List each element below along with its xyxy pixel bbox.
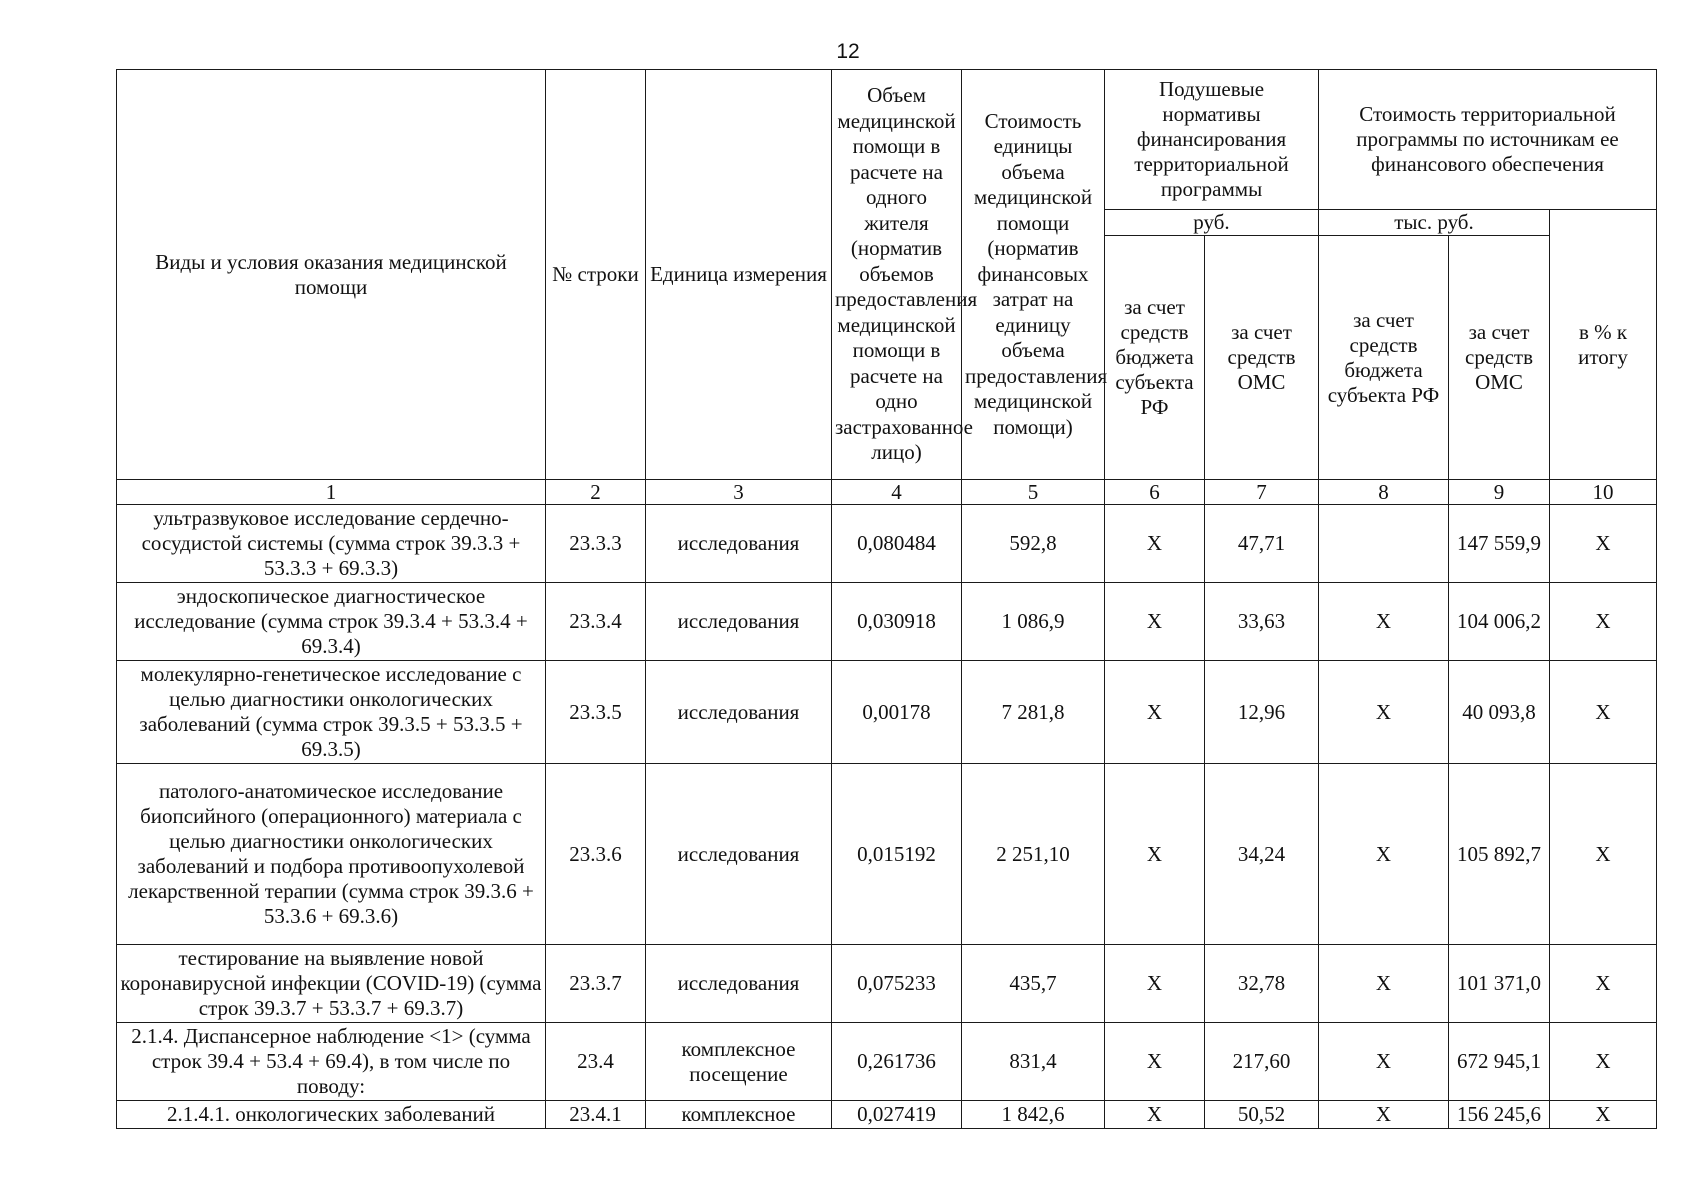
column-number: 1	[117, 480, 546, 505]
row-oms-cost: 147 559,9	[1449, 505, 1550, 583]
row-budget-percapita: Х	[1105, 1023, 1205, 1101]
header-row-1	[117, 70, 1657, 210]
row-percent-total: Х	[1550, 661, 1657, 764]
row-unit-cost: 435,7	[962, 945, 1105, 1023]
row-line-number: 23.4	[546, 1023, 646, 1101]
row-percent-total: Х	[1550, 764, 1657, 945]
header-budget-percapita: за счет средств бюджета субъекта РФ	[1105, 236, 1205, 480]
row-percent-total: Х	[1550, 1023, 1657, 1101]
table-row	[117, 945, 1657, 1023]
row-percent-total: Х	[1550, 583, 1657, 661]
row-line-number: 23.4.1	[546, 1101, 646, 1129]
column-number: 4	[832, 480, 962, 505]
row-unit-cost: 2 251,10	[962, 764, 1105, 945]
row-oms-cost: 156 245,6	[1449, 1101, 1550, 1129]
row-volume: 0,00178	[832, 661, 962, 764]
column-numbers-row	[117, 480, 1657, 505]
header-unit-rub: руб.	[1105, 210, 1319, 236]
column-number: 5	[962, 480, 1105, 505]
financing-table	[116, 69, 1657, 1129]
row-oms-percapita: 217,60	[1205, 1023, 1319, 1101]
column-number: 2	[546, 480, 646, 505]
row-budget-cost	[1319, 505, 1449, 583]
row-line-number: 23.3.7	[546, 945, 646, 1023]
table-row	[117, 764, 1657, 945]
row-unit: исследования	[646, 945, 832, 1023]
header-line-number: № строки	[546, 70, 646, 480]
row-budget-percapita: Х	[1105, 583, 1205, 661]
row-budget-cost: Х	[1319, 945, 1449, 1023]
row-line-number: 23.3.6	[546, 764, 646, 945]
row-budget-cost: Х	[1319, 583, 1449, 661]
row-budget-percapita: Х	[1105, 1101, 1205, 1129]
row-unit: комплексное посещение	[646, 1023, 832, 1101]
header-oms-percapita: за счет средств ОМС	[1205, 236, 1319, 480]
header-percent-total: в % к итогу	[1550, 210, 1657, 480]
row-unit: исследования	[646, 661, 832, 764]
row-line-number: 23.3.4	[546, 583, 646, 661]
column-number: 8	[1319, 480, 1449, 505]
row-budget-cost: Х	[1319, 764, 1449, 945]
row-volume: 0,080484	[832, 505, 962, 583]
header-kinds: Виды и условия оказания медицинской помощи	[117, 70, 546, 480]
header-budget-cost: за счет средств бюджета субъекта РФ	[1319, 236, 1449, 480]
header-volume: Объем медицинской помощи в расчете на одного жителя (норматив объемов предоставления медицинской помощи в расчете на одно застрахованное лицо)	[832, 70, 962, 480]
row-oms-percapita: 12,96	[1205, 661, 1319, 764]
row-line-number: 23.3.3	[546, 505, 646, 583]
row-name: патолого-анатомическое исследование биопсийного (операционного) материала с целью диагностики онкологических заболеваний и подбора противоопухолевой лекарственной терапии (сумма строк 39.3.6 + 53.3.6 + 69.3.6)	[117, 764, 546, 945]
page-number: 12	[836, 40, 860, 63]
row-unit-cost: 1 086,9	[962, 583, 1105, 661]
table-row	[117, 583, 1657, 661]
row-oms-percapita: 50,52	[1205, 1101, 1319, 1129]
table-row	[117, 661, 1657, 764]
row-budget-cost: Х	[1319, 1101, 1449, 1129]
row-unit-cost: 831,4	[962, 1023, 1105, 1101]
column-number: 6	[1105, 480, 1205, 505]
row-name: ультразвуковое исследование сердечно-сосудистой системы (сумма строк 39.3.3 + 53.3.3 + 69.3.3)	[117, 505, 546, 583]
header-oms-cost: за счет средств ОМС	[1449, 236, 1550, 480]
column-number: 9	[1449, 480, 1550, 505]
row-percent-total: Х	[1550, 945, 1657, 1023]
header-unit-thousand-rub: тыс. руб.	[1319, 210, 1550, 236]
header-unit-cost: Стоимость единицы объема медицинской помощи (норматив финансовых затрат на единицу объема предоставления медицинской помощи)	[962, 70, 1105, 480]
row-unit: исследования	[646, 505, 832, 583]
row-oms-percapita: 33,63	[1205, 583, 1319, 661]
table-row	[117, 505, 1657, 583]
row-line-number: 23.3.5	[546, 661, 646, 764]
row-oms-cost: 104 006,2	[1449, 583, 1550, 661]
row-oms-cost: 40 093,8	[1449, 661, 1550, 764]
row-budget-percapita: Х	[1105, 661, 1205, 764]
row-unit: комплексное	[646, 1101, 832, 1129]
row-unit-cost: 7 281,8	[962, 661, 1105, 764]
row-volume: 0,030918	[832, 583, 962, 661]
column-number: 3	[646, 480, 832, 505]
row-unit-cost: 1 842,6	[962, 1101, 1105, 1129]
column-number: 10	[1550, 480, 1657, 505]
row-name: 2.1.4.1. онкологических заболеваний	[117, 1101, 546, 1129]
row-budget-cost: Х	[1319, 661, 1449, 764]
row-budget-percapita: Х	[1105, 945, 1205, 1023]
row-unit: исследования	[646, 583, 832, 661]
row-name: молекулярно-генетическое исследование с целью диагностики онкологических заболеваний (сумма строк 39.3.5 + 53.3.5 + 69.3.5)	[117, 661, 546, 764]
row-volume: 0,015192	[832, 764, 962, 945]
column-number: 7	[1205, 480, 1319, 505]
row-unit-cost: 592,8	[962, 505, 1105, 583]
row-unit: исследования	[646, 764, 832, 945]
table-row	[117, 1101, 1657, 1129]
row-name: эндоскопическое диагностическое исследование (сумма строк 39.3.4 + 53.3.4 + 69.3.4)	[117, 583, 546, 661]
row-percent-total: Х	[1550, 1101, 1657, 1129]
table-row	[117, 1023, 1657, 1101]
row-budget-cost: Х	[1319, 1023, 1449, 1101]
header-cost-group: Стоимость территориальной программы по источникам ее финансового обеспечения	[1319, 70, 1657, 210]
row-oms-percapita: 34,24	[1205, 764, 1319, 945]
row-budget-percapita: Х	[1105, 505, 1205, 583]
row-oms-percapita: 47,71	[1205, 505, 1319, 583]
header-percapita-group: Подушевые нормативы финансирования территориальной программы	[1105, 70, 1319, 210]
row-name: тестирование на выявление новой коронавирусной инфекции (COVID-19) (сумма строк 39.3.7 + 53.3.7 + 69.3.7)	[117, 945, 546, 1023]
row-percent-total: Х	[1550, 505, 1657, 583]
row-oms-percapita: 32,78	[1205, 945, 1319, 1023]
row-name: 2.1.4. Диспансерное наблюдение <1> (сумма строк 39.4 + 53.4 + 69.4), в том числе по поводу:	[117, 1023, 546, 1101]
row-volume: 0,075233	[832, 945, 962, 1023]
row-volume: 0,261736	[832, 1023, 962, 1101]
row-oms-cost: 105 892,7	[1449, 764, 1550, 945]
row-volume: 0,027419	[832, 1101, 962, 1129]
header-unit: Единица измерения	[646, 70, 832, 480]
row-budget-percapita: Х	[1105, 764, 1205, 945]
row-oms-cost: 672 945,1	[1449, 1023, 1550, 1101]
row-oms-cost: 101 371,0	[1449, 945, 1550, 1023]
